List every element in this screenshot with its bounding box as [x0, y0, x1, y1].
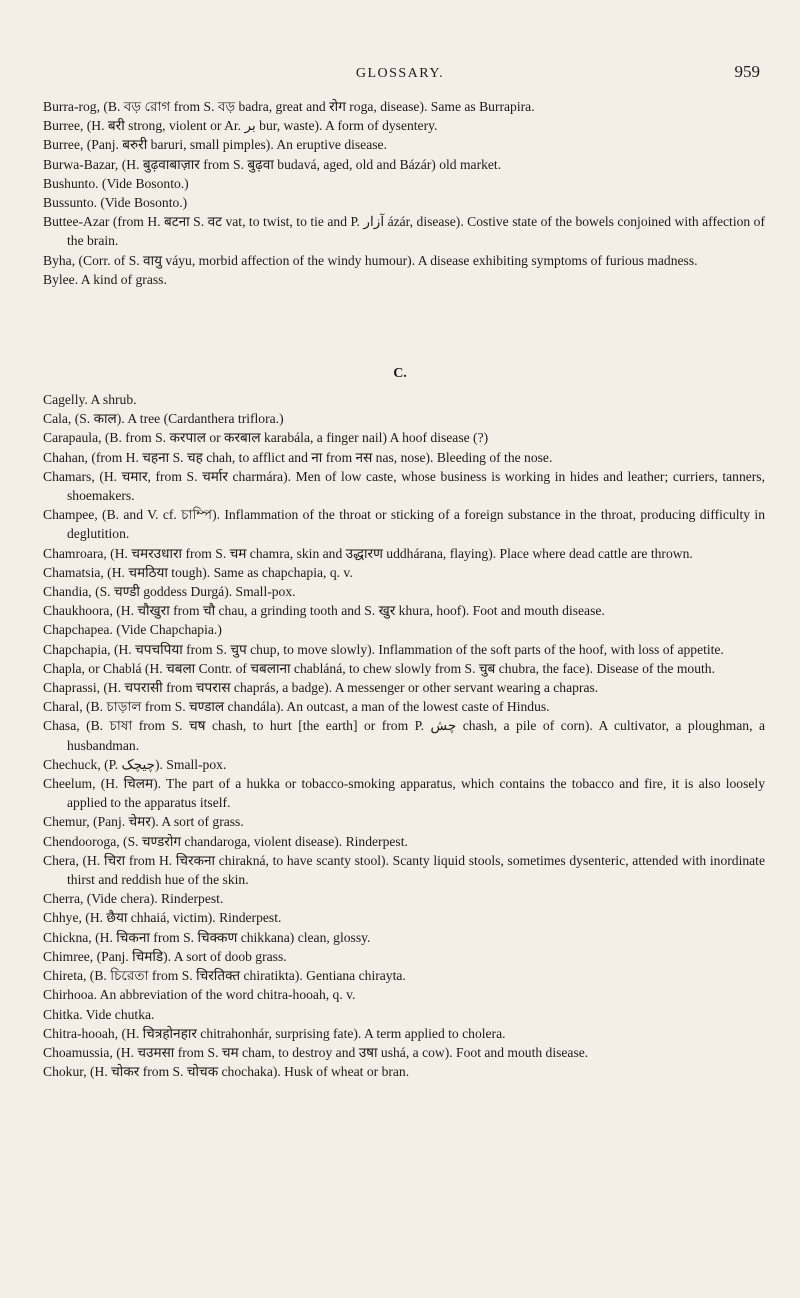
glossary-entry: Chapchapia, (H. चपचपिया from S. चुप chup, to move slowly). Inflammation of the soft parts of the hoof, with loss of appetite. — [43, 641, 724, 657]
glossary-entry: Bylee. A kind of grass. — [43, 271, 167, 287]
glossary-entry: Byha, (Corr. of S. वायु váyu, morbid affection of the windy humour). A disease exhibiting symptoms of furious madness. — [43, 252, 698, 268]
glossary-entry: Chitka. Vide chutka. — [43, 1006, 155, 1022]
glossary-entry: Chokur, (H. चोकर from S. चोचक chochaka). Husk of wheat or bran. — [43, 1064, 410, 1080]
page-header — [0, 62, 800, 86]
glossary-entry: Chitra-hooah, (H. चित्रहोनहार chitrahonhár, surprising fate). A term applied to cholera. — [43, 1025, 506, 1041]
page-number: 959 — [734, 62, 760, 81]
glossary-entry: Charal, (B. চাড়াল from S. चण्डाल chandála). An outcast, a man of the lowest caste of Hindus. — [43, 699, 550, 715]
glossary-entry: Cagelly. A shrub. — [43, 392, 137, 407]
glossary-entry: Choamussia, (H. चउमसा from S. चम cham, to destroy and उषा ushá, a cow). Foot and mouth disease. — [43, 1044, 589, 1060]
glossary-entry: Chhye, (H. छैया chhaiá, victim). Rinderpest. — [43, 910, 282, 926]
glossary-entry: Chemur, (Panj. चेमर). A sort of grass. — [43, 814, 244, 830]
glossary-entry: Chendooroga, (S. चण्डरोग chandaroga, violent disease). Rinderpest. — [43, 833, 408, 849]
glossary-entry: Chapchapea. (Vide Chapchapia.) — [43, 622, 222, 638]
glossary-entry: Burree, (H. बरी strong, violent or Ar. بر bur, waste). A form of dysentery. — [43, 118, 438, 134]
entries-b-section — [43, 97, 765, 289]
glossary-entry: Chireta, (B. চিরেতা from S. चिरतिक्त chiratikta). Gentiana chirayta. — [43, 968, 406, 984]
glossary-entry: Chimree, (Panj. चिमडि). A sort of doob grass. — [43, 948, 287, 964]
glossary-entry: Chamroara, (H. चमरउधारा from S. चम chamra, skin and उद्धारण uddhárana, flaying). Place where dead cattle are thrown. — [43, 545, 693, 561]
glossary-entry: Cheelum, (H. चिलम). The part of a hukka or tobacco-smoking apparatus, which contains the tobacco and fire, it is also loosely applied to the apparatus itself. — [43, 776, 765, 811]
glossary-entry: Chamars, (H. चमार, from S. चर्मार charmára). Men of low caste, whose business is working in hides and leather; curriers, tanners, shoemakers. — [43, 468, 765, 504]
glossary-entry: Cala, (S. काल). A tree (Cardanthera triflora.) — [43, 411, 284, 427]
glossary-entry: Carapaula, (B. from S. करपाल or करबाल karabála, a finger nail) A hoof disease (?) — [43, 430, 489, 446]
glossary-entry: Chasa, (B. চাষা from S. चष chash, to hurt [the earth] or from P. چش chash, a pile of corn). A cultivator, a ploughman, a husbandman. — [43, 718, 765, 753]
glossary-entry: Chandia, (S. चण्डी goddess Durgá). Small-pox. — [43, 584, 296, 600]
glossary-entry: Chirhooa. An abbreviation of the word chitra-hooah, q. v. — [43, 987, 356, 1003]
glossary-entry: Chechuck, (P. چیچک). Small-pox. — [43, 756, 227, 772]
glossary-entry: Chaprassi, (H. चपरासी from चपरास chaprás, a badge). A messenger or other servant wearing a chapras. — [43, 680, 599, 696]
glossary-entry: Bussunto. (Vide Bosonto.) — [43, 195, 188, 211]
section-letter: C. — [393, 366, 407, 381]
glossary-entry: Chera, (H. चिरा from H. चिरकना chirakná, to have scanty stool). Scanty liquid stools, sometimes dysenteric, attended with inordinate thirst and reddish hue of the skin. — [43, 852, 765, 888]
glossary-entry: Chaukhoora, (H. चौखुरा from चौ chau, a grinding tooth and S. खुर khura, hoof). Foot and mouth disease. — [43, 603, 605, 619]
glossary-entry: Burwa-Bazar, (H. बुढ़वाबाज़ार from S. बुढ़वा budavá, aged, old and Bázár) old market. — [43, 156, 502, 172]
glossary-entry: Buttee-Azar (from H. बटना S. वट vat, to twist, to tie and P. آزار ázár, disease). Costive state of the bowels conjoined with affection of the brain. — [43, 214, 765, 249]
glossary-entry: Burree, (Panj. बरुरी baruri, small pimples). An eruptive disease. — [43, 137, 387, 153]
glossary-entry: Chamatsia, (H. चमठिया tough). Same as chapchapia, q. v. — [43, 564, 353, 580]
running-head: GLOSSARY. — [355, 66, 445, 81]
glossary-entry: Chahan, (from H. चहना S. चह chah, to afflict and ना from नस nas, nose). Bleeding of the nose. — [43, 449, 553, 465]
glossary-entry: Chapla, or Chablá (H. चबला Contr. of चबलाना chabláná, to chew slowly from S. चुब chubra, the face). Disease of the mouth. — [43, 660, 715, 676]
glossary-entry: Champee, (B. and V. cf. চাম্পি). Inflammation of the throat or sticking of a foreign substance in the throat, producing difficulty in deglutition. — [43, 507, 765, 542]
glossary-entry: Bushunto. (Vide Bosonto.) — [43, 175, 189, 191]
glossary-entry: Burra-rog, (B. বড় রোগ from S. বড় badra, great and रोग roga, disease). Same as Burrapira. — [43, 99, 535, 114]
glossary-entry: Cherra, (Vide chera). Rinderpest. — [43, 891, 224, 907]
entries-c-section — [43, 390, 765, 1081]
glossary-entry: Chickna, (H. चिकना from S. चिक्कण chikkana) clean, glossy. — [43, 929, 371, 945]
